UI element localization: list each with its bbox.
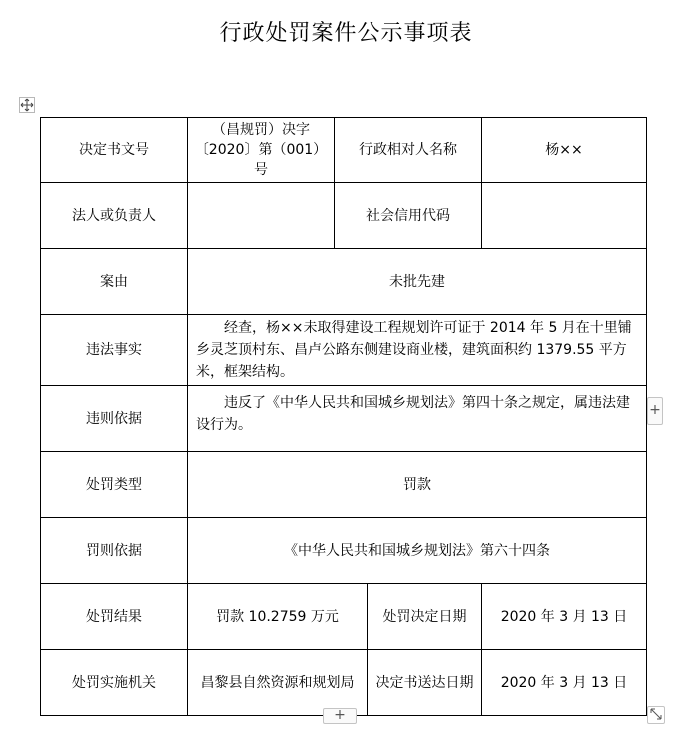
table-row [41, 584, 647, 650]
table-row [41, 452, 647, 518]
result-label: 处罚结果 [41, 584, 188, 650]
delivery-date-label: 决定书送达日期 [368, 650, 482, 716]
facts-label: 违法事实 [41, 315, 188, 386]
resize-icon [649, 707, 663, 721]
table-row [41, 118, 647, 183]
penalty-basis-cell[interactable]: 《中华人民共和国城乡规划法》第六十四条 [188, 518, 647, 584]
authority-label: 处罚实施机关 [41, 650, 188, 716]
table-row [41, 249, 647, 315]
legal-person-cell[interactable] [188, 183, 335, 249]
move-icon [20, 98, 34, 112]
table-row [41, 386, 647, 452]
doc-no-label: 决定书文号 [41, 118, 188, 183]
table-resize-handle[interactable] [647, 706, 665, 724]
authority-cell[interactable]: 昌黎县自然资源和规划局 [188, 650, 368, 716]
table-move-handle[interactable] [19, 97, 35, 113]
penalty-table [40, 117, 647, 716]
doc-no-cell[interactable] [188, 118, 335, 183]
penalty-type-cell[interactable]: 罚款 [188, 452, 647, 518]
violation-basis-label: 违则依据 [41, 386, 188, 452]
plus-icon: + [334, 707, 346, 723]
doc-no-line2: 〔2020〕第（001）号 [194, 142, 328, 178]
table-row [41, 183, 647, 249]
credit-code-label: 社会信用代码 [335, 183, 482, 249]
decision-date-label: 处罚决定日期 [368, 584, 482, 650]
table-row [41, 315, 647, 386]
facts-cell[interactable]: 经查，杨××未取得建设工程规划许可证于 2014 年 5 月在十里铺乡灵芝顶村东、昌卢公路东侧建设商业楼，建筑面积约 1379.55 平方米，框架结构。 [188, 315, 647, 386]
legal-person-label: 法人或负责人 [41, 183, 188, 249]
party-name-label: 行政相对人名称 [335, 118, 482, 183]
credit-code-cell[interactable] [482, 183, 647, 249]
document-title: 行政处罚案件公示事项表 [219, 21, 473, 46]
penalty-basis-label: 罚则依据 [41, 518, 188, 584]
doc-no-line1: （昌规罚）决字 [212, 122, 310, 138]
violation-basis-cell[interactable]: 违反了《中华人民共和国城乡规划法》第四十条之规定，属违法建设行为。 [188, 386, 647, 452]
plus-icon: + [649, 402, 661, 418]
delivery-date-cell[interactable]: 2020 年 3 月 13 日 [482, 650, 647, 716]
party-name-cell[interactable]: 杨×× [482, 118, 647, 183]
table-row [41, 518, 647, 584]
penalty-type-label: 处罚类型 [41, 452, 188, 518]
result-cell[interactable]: 罚款 10.2759 万元 [188, 584, 368, 650]
cause-label: 案由 [41, 249, 188, 315]
add-column-button[interactable] [647, 397, 663, 425]
table-row [41, 650, 647, 716]
add-row-button[interactable] [323, 708, 357, 724]
cause-cell[interactable]: 未批先建 [188, 249, 647, 315]
decision-date-cell[interactable]: 2020 年 3 月 13 日 [482, 584, 647, 650]
